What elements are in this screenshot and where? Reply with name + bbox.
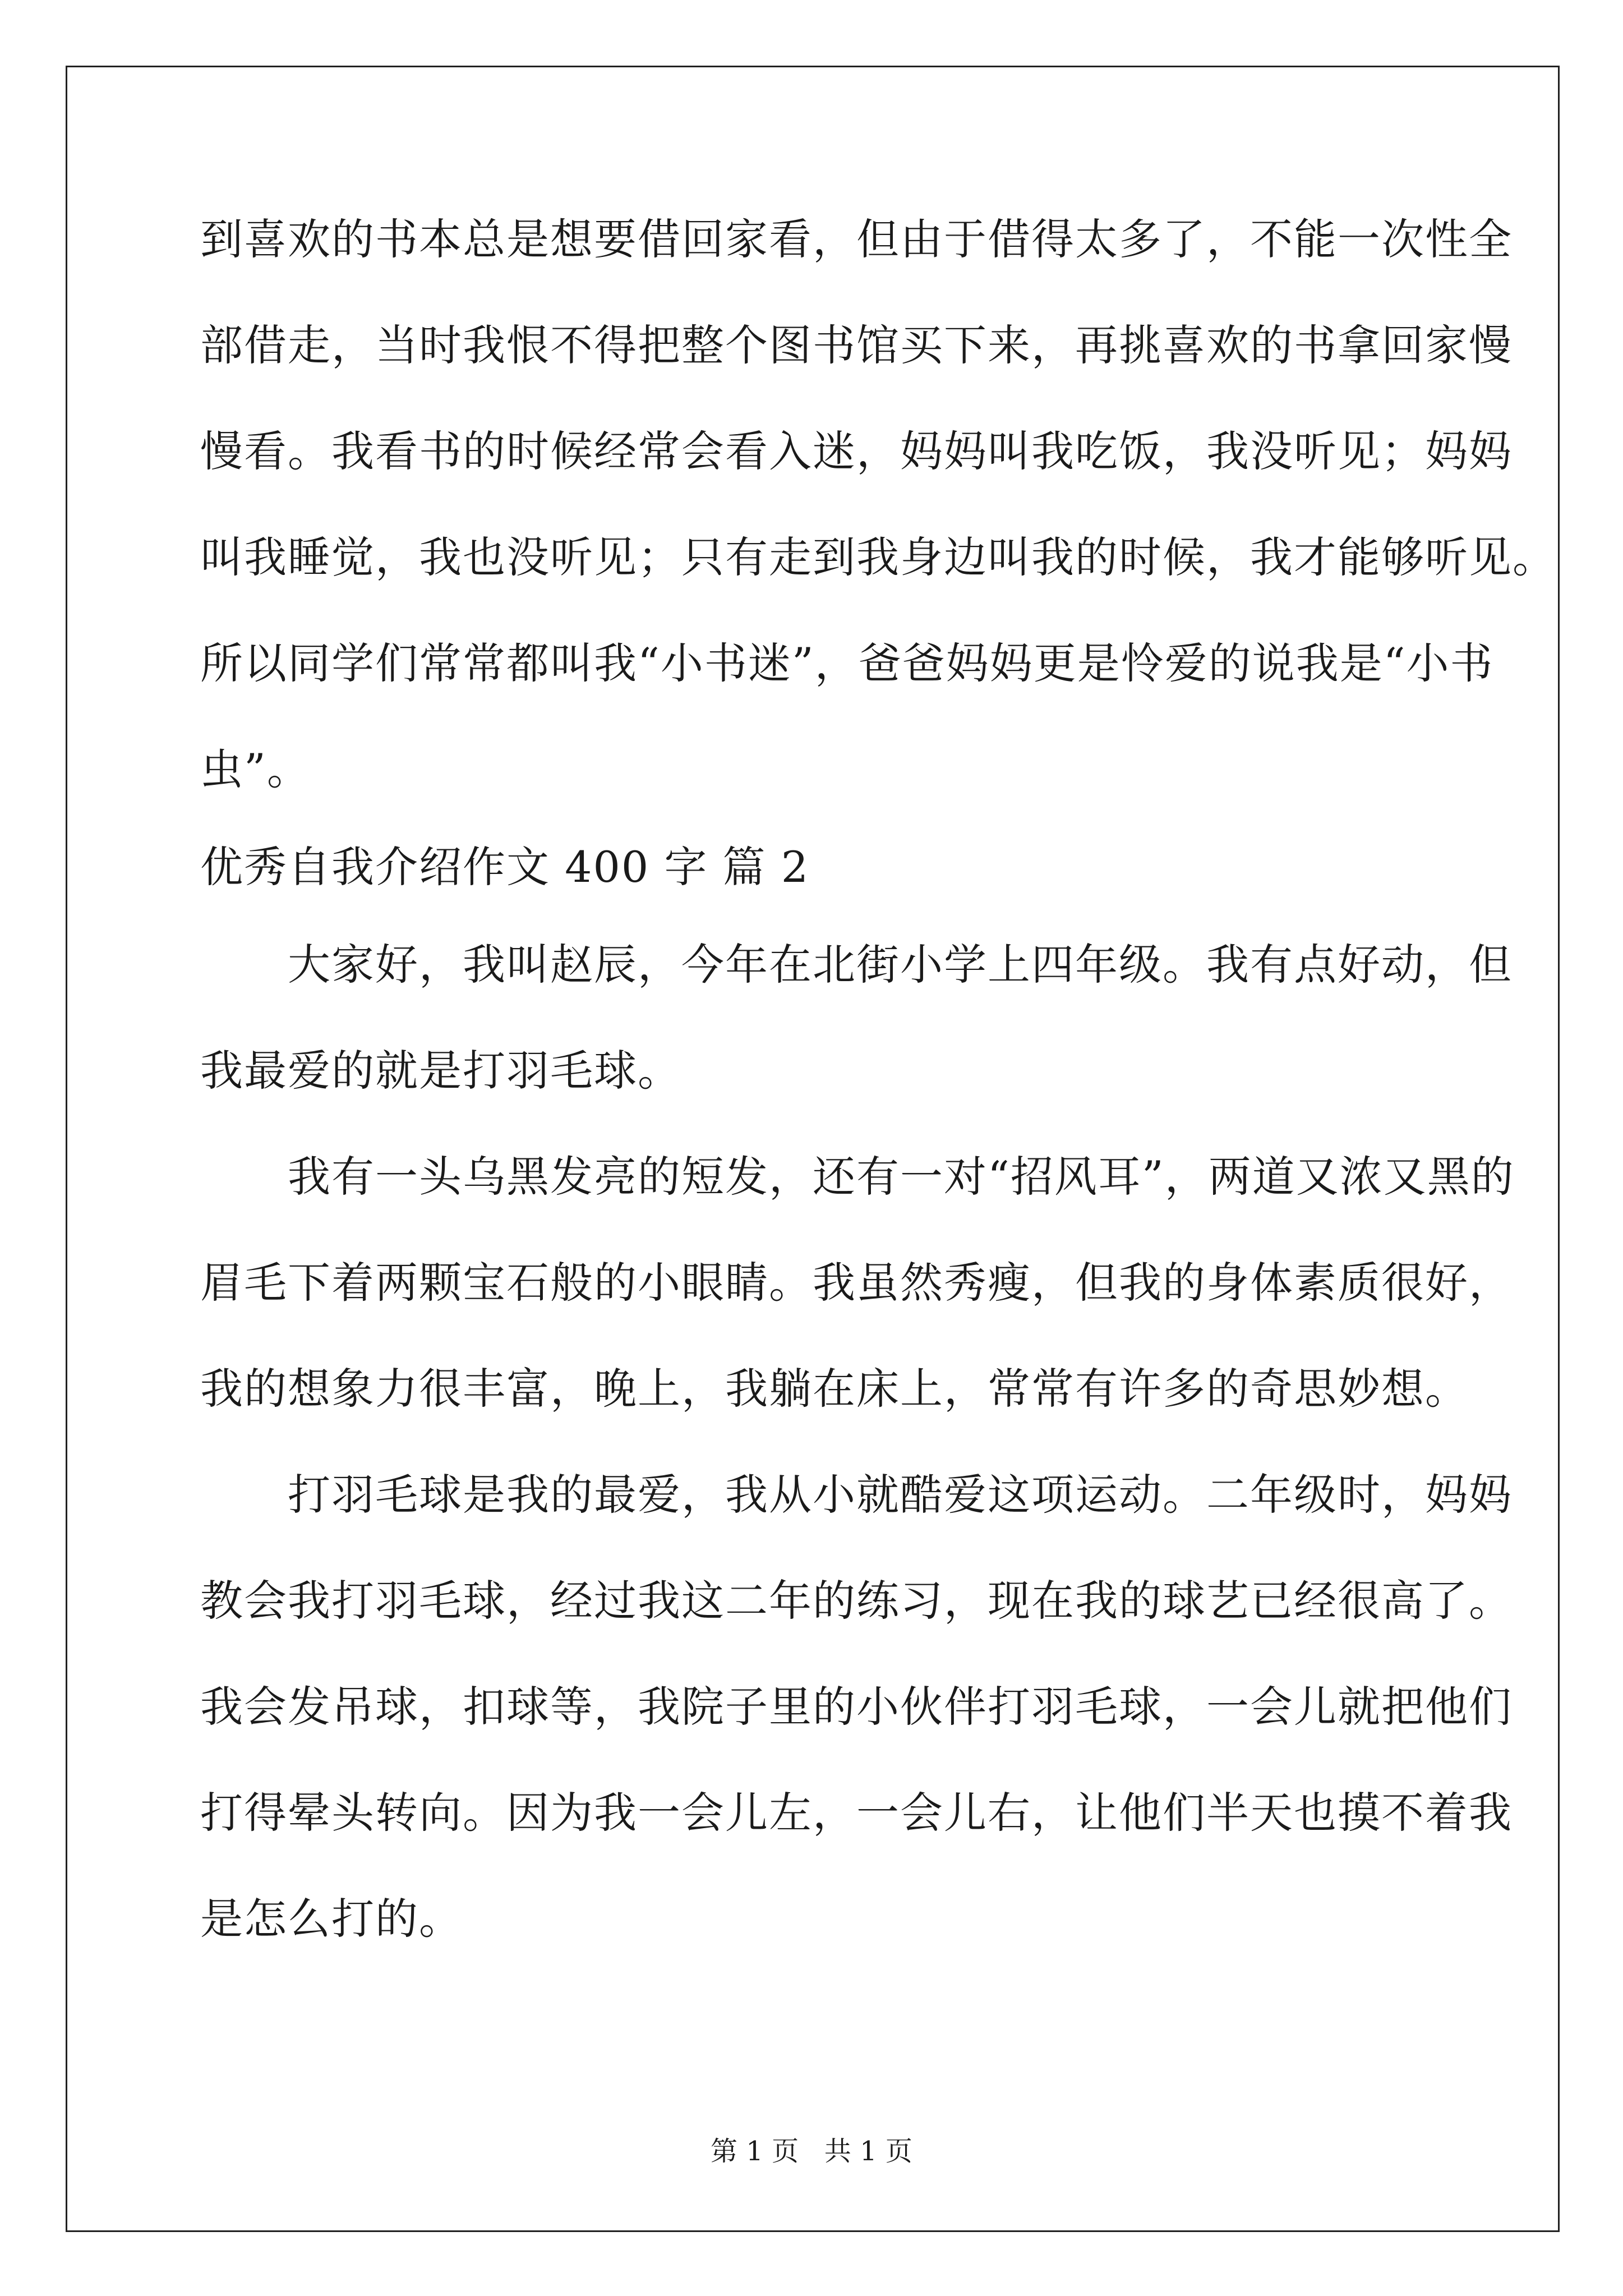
text-line: 到喜欢的书本总是想要借回家看，但由于借得太多了，不能一次性全	[200, 214, 1513, 264]
text-line: 打得晕头转向。因为我一会儿左，一会儿右，让他们半天也摸不着我	[200, 1788, 1513, 1838]
text-line: 虫”。	[200, 744, 311, 794]
text-line: 教会我打羽毛球，经过我这二年的练习，现在我的球艺已经很高了。	[200, 1576, 1513, 1626]
text-line: 眉毛下着两颗宝石般的小眼睛。我虽然秀瘦，但我的身体素质很好，	[200, 1258, 1513, 1308]
page-footer: 第 1 页 共 1 页	[711, 2136, 912, 2167]
text-line: 我的想象力很丰富，晚上，我躺在床上，常常有许多的奇思妙想。	[200, 1364, 1469, 1414]
document-body	[200, 213, 1556, 1945]
text-line: 我会发吊球，扣球等，我院子里的小伙伴打羽毛球，一会儿就把他们	[200, 1682, 1513, 1732]
text-line: 所以同学们常常都叫我“小书迷”，爸爸妈妈更是怜爱的说我是“小书	[200, 638, 1494, 688]
text-line: 大家好，我叫赵辰，今年在北街小学上四年级。我有点好动，但	[200, 940, 1513, 990]
text-line: 是怎么打的。	[200, 1894, 463, 1944]
text-line: 我有一头乌黑发亮的短发，还有一对“招风耳”，两道又浓又黑的	[200, 1152, 1515, 1202]
text-line: 我最爱的就是打羽毛球。	[200, 1046, 681, 1096]
section-heading: 优秀自我介绍作文 400 字 篇 2	[200, 842, 810, 892]
text-line: 部借走，当时我恨不得把整个图书馆买下来，再挑喜欢的书拿回家慢	[200, 320, 1513, 370]
text-line: 打羽毛球是我的最爱，我从小就酷爱这项运动。二年级时，妈妈	[200, 1470, 1513, 1520]
text-line: 叫我睡觉，我也没听见；只有走到我身边叫我的时候，我才能够听见。	[200, 532, 1556, 582]
text-line: 慢看。我看书的时候经常会看入迷，妈妈叫我吃饭，我没听见；妈妈	[200, 426, 1513, 476]
